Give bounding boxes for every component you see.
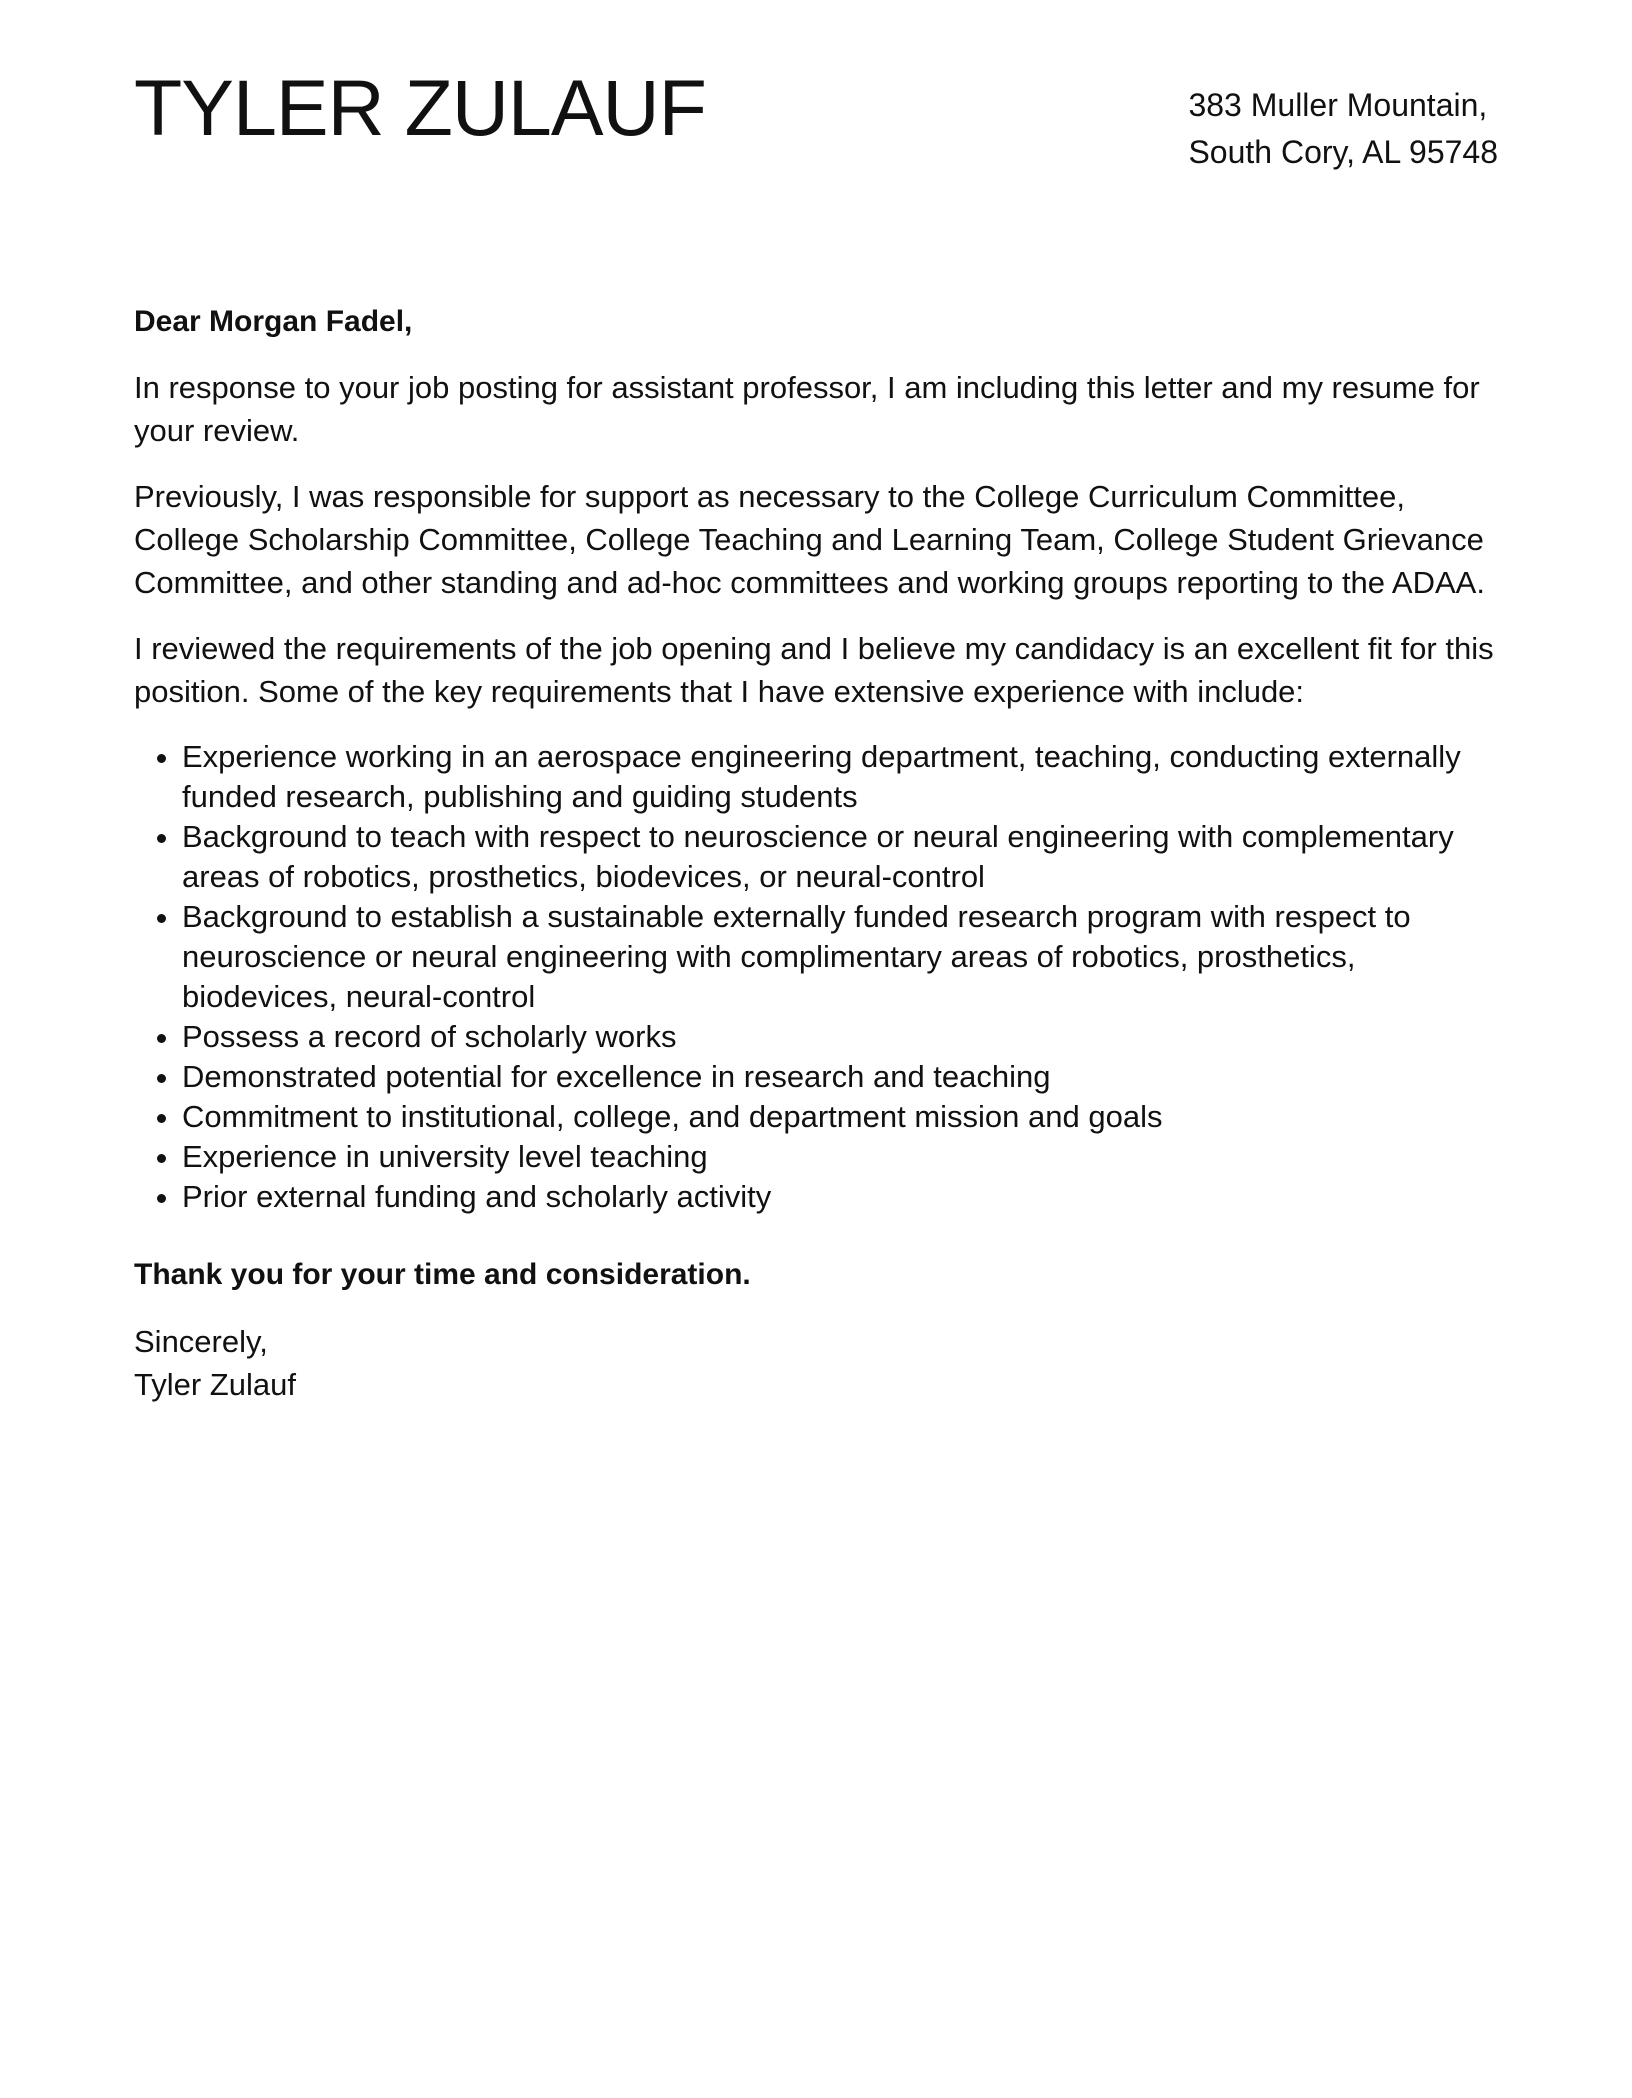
letter-body: [134, 300, 1498, 1406]
letter-header: [134, 0, 1498, 270]
list-item: • Prior external funding and scholarly activity: [182, 1177, 1498, 1217]
closing-phrase: Sincerely,: [134, 1324, 268, 1359]
salutation: Dear Morgan Fadel,: [134, 305, 413, 338]
list-item: • Experience working in an aerospace engineering department, teaching, conducting externally funded research, publishing and guiding students: [182, 737, 1498, 817]
applicant-address: [1188, 82, 1498, 176]
list-item: • Background to teach with respect to neuroscience or neural engineering with complementary areas of robotics, prosthetics, biodevices, or neural-control: [182, 817, 1498, 897]
thank-you-line: Thank you for your time and consideration.: [134, 1258, 751, 1291]
list-item: • Possess a record of scholarly works: [182, 1017, 1498, 1057]
address-line-2: South Cory, AL 95748: [1188, 134, 1498, 170]
applicant-name: TYLER ZULAUF: [134, 63, 706, 152]
closing-block: [134, 1320, 1498, 1406]
requirements-list: [134, 737, 1498, 1217]
intro-paragraph: In response to your job posting for assistant professor, I am including this letter and my resume for your review.: [134, 370, 1480, 448]
address-line-1: 383 Muller Mountain,: [1188, 87, 1488, 123]
list-item: • Commitment to institutional, college, and department mission and goals: [182, 1097, 1498, 1137]
signature-name: Tyler Zulauf: [134, 1367, 296, 1402]
list-item: • Demonstrated potential for excellence in research and teaching: [182, 1057, 1498, 1097]
experience-paragraph: Previously, I was responsible for support as necessary to the College Curriculum Committee, College Scholarship Committee, College Teaching and Learning Team, College Student Grievance Committee, and other standing and ad-hoc committees and working groups reporting to the ADAA.: [134, 479, 1485, 600]
list-item: • Background to establish a sustainable externally funded research program with respect to neuroscience or neural engineering with complimentary areas of robotics, prosthetics, biodevices, neural-control: [182, 897, 1498, 1017]
requirements-intro-paragraph: I reviewed the requirements of the job opening and I believe my candidacy is an excellent fit for this position. Some of the key requirements that I have extensive experience with include:: [134, 631, 1494, 709]
list-item: • Experience in university level teaching: [182, 1137, 1498, 1177]
